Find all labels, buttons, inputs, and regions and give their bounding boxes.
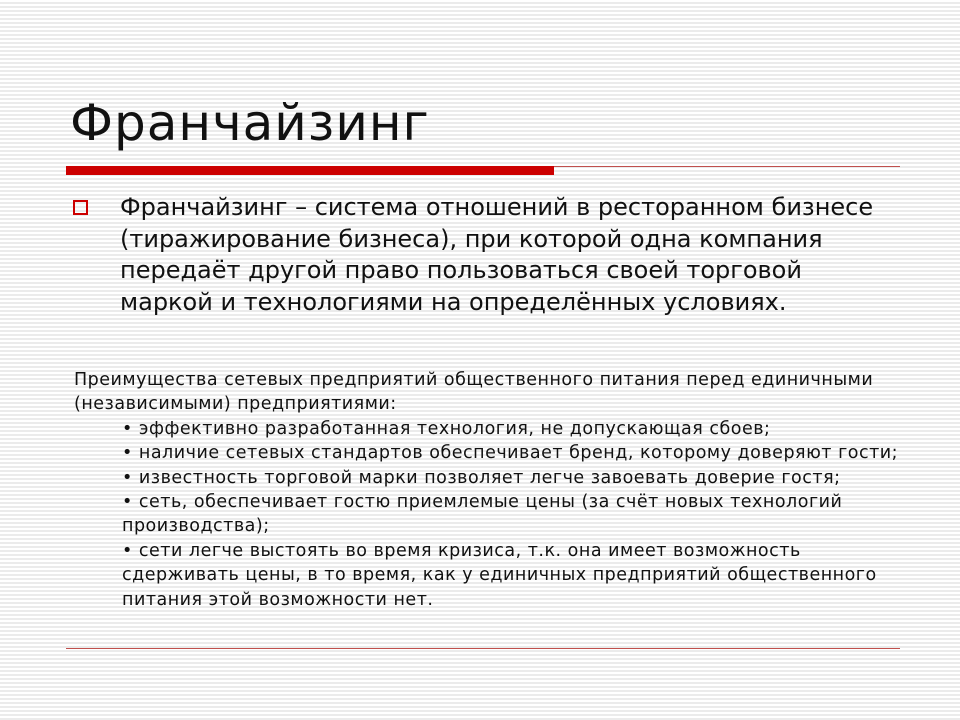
advantage-item: • сети легче выстоять во время кризиса, т.к. она имеет возможность сдерживать цены, в то время, как у единичных предприятий общественного питания этой возможности нет. [122,540,877,610]
advantage-item: • наличие сетевых стандартов обеспечивает бренд, которому доверяют гости; [122,443,899,464]
hollow-square-bullet-icon [73,200,88,215]
advantages-intro: Преимущества сетевых предприятий общественного питания перед единичными (независимыми) предприятиями: [74,370,874,415]
title-accent-bar [66,166,554,175]
advantages-block [74,368,904,612]
advantage-item: • эффективно разработанная технология, не допускающая сбоев; [122,418,771,439]
advantages-list [74,417,904,612]
main-bullet-text: Франчайзинг – система отношений в ресторанном бизнесе (тиражирование бизнеса), при которой одна компания передаёт другой право пользоваться своей торговой маркой и технологиями на определённых условиях. [120,193,874,316]
slide-title: Франчайзинг [70,94,430,152]
advantage-item: • сеть, обеспечивает гостю приемлемые цены (за счёт новых технологий производства); [122,492,843,537]
bottom-rule [66,648,900,649]
title-underline-rule [554,166,900,167]
advantage-item: • известность торговой марки позволяет легче завоевать доверие гостя; [122,467,841,488]
main-bullet-point [70,192,900,318]
